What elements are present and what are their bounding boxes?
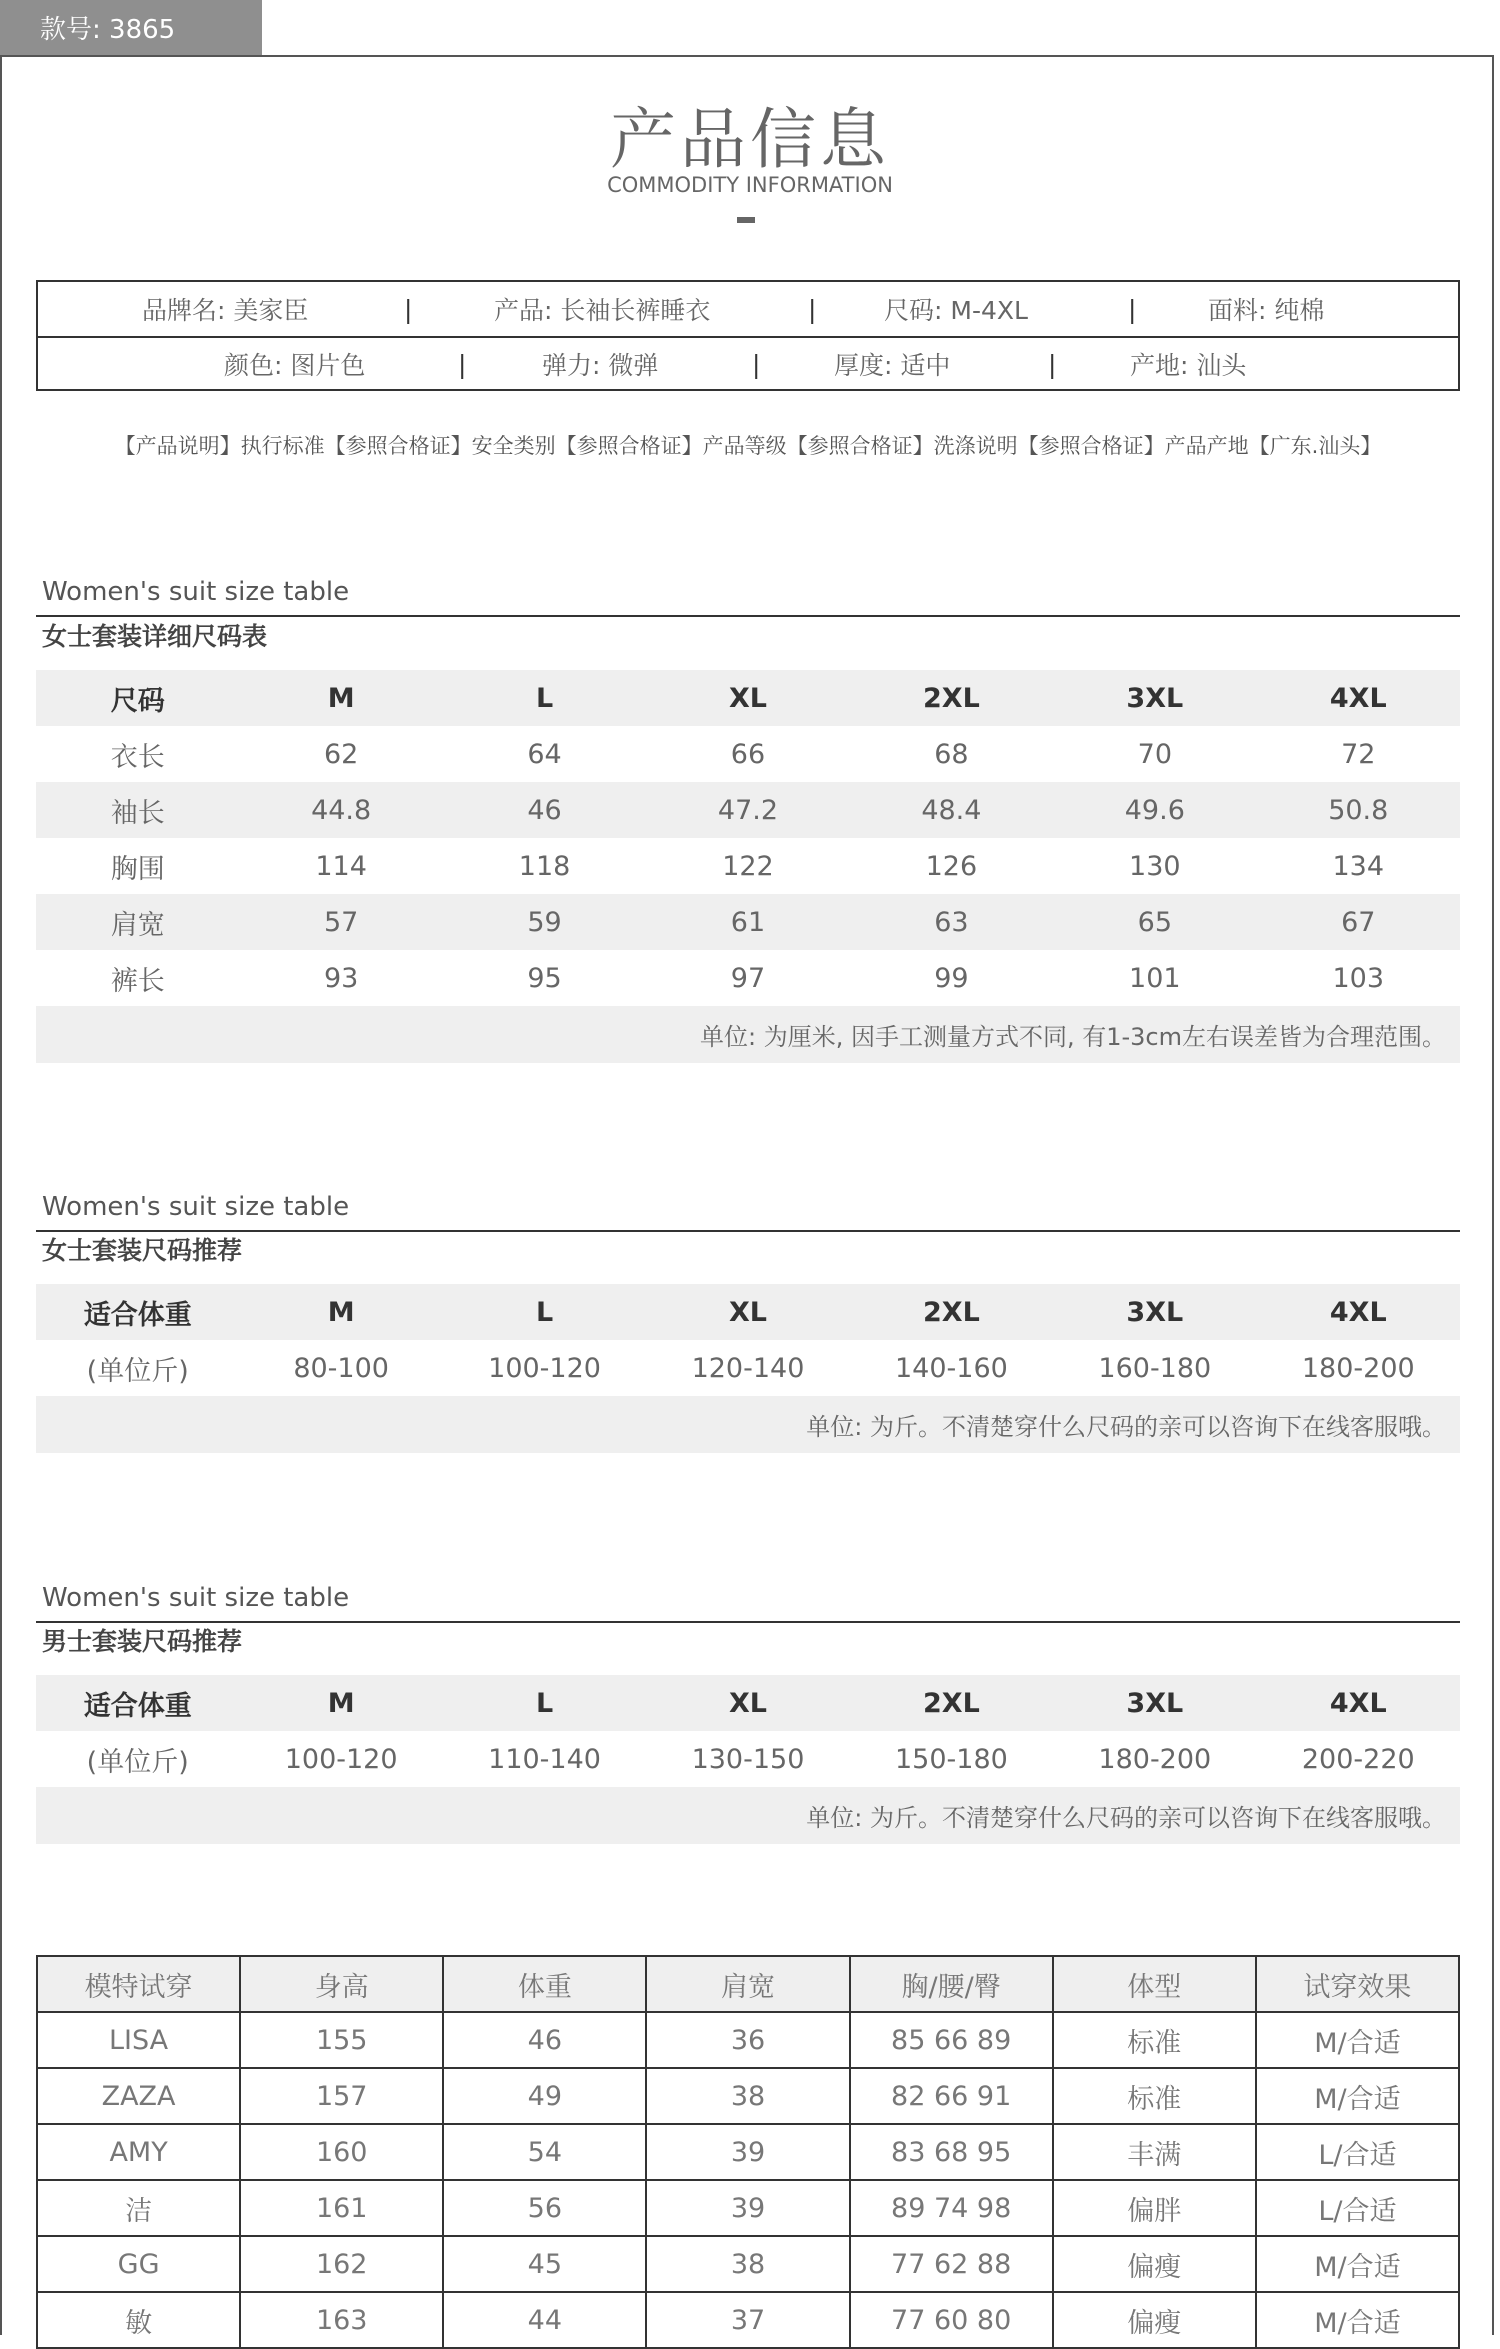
table-cell: 114 [315,850,367,882]
row-label: 袖长 [36,782,239,838]
header-cell: 3XL [1053,1675,1256,1731]
table-cell: M/合适 [1256,2012,1459,2068]
header-cell: 2XL [850,670,1053,726]
table-cell: 67 [1257,894,1460,950]
unit-note: 单位: 为斤。不清楚穿什么尺码的亲可以咨询下在线客服哦。 [36,1787,1460,1844]
info-separator: | [808,294,817,324]
table-cell: 126 [925,850,978,882]
table-cell: 160 [240,2124,443,2180]
table-header-row [37,1956,1459,2012]
table-cell: 38 [646,2236,849,2292]
table-cell: 85 66 89 [850,2012,1053,2068]
table-cell: 标准 [1053,2068,1256,2124]
table-note-row [36,1787,1460,1844]
info-separator: | [458,349,467,379]
table-cell: 122 [722,850,774,882]
table-cell: 37 [646,2292,849,2348]
table-cell: 66 [730,738,766,770]
men-size-recommendation-table [36,1675,1460,1844]
header-cell: L [443,1284,646,1340]
table-cell: 162 [240,2236,443,2292]
table-cell: 偏瘦 [1053,2292,1256,2348]
table-cell: 180-200 [1098,1743,1212,1775]
header-cell: 肩宽 [646,1956,849,2012]
table-cell: 161 [240,2180,443,2236]
table-cell: 50.8 [1257,782,1460,838]
table-cell: 97 [730,962,766,994]
table-header-row [36,1675,1460,1731]
table-cell: 89 74 98 [850,2180,1053,2236]
table-cell: 45 [443,2236,646,2292]
table-cell: 155 [240,2012,443,2068]
table-note-row [36,1396,1460,1453]
page-subtitle: COMMODITY INFORMATION [607,173,893,197]
table-cell: 68 [934,738,969,770]
header-cell: 适合体重 [36,1675,239,1731]
info-size: 尺码: M-4XL [884,296,1028,325]
table-cell: 65 [1053,894,1256,950]
section2-english-title: Women's suit size table [42,1192,350,1222]
table-row [36,1731,1460,1787]
table-cell: L/合适 [1256,2180,1459,2236]
model-name: LISA [37,2012,240,2068]
table-cell: 48.4 [850,782,1053,838]
row-label: 衣长 [110,741,165,773]
table-cell: 157 [240,2068,443,2124]
table-cell: 110-140 [488,1743,601,1775]
header-cell: 适合体重 [36,1284,239,1340]
table-cell: 99 [934,962,969,994]
table-cell: 偏胖 [1053,2180,1256,2236]
header-cell: 4XL [1257,1284,1460,1340]
table-cell: M/合适 [1256,2068,1459,2124]
section2-rule [36,1230,1460,1232]
table-cell: 38 [646,2068,849,2124]
header-cell: 体重 [443,1956,646,2012]
table-cell: 130 [1129,850,1181,882]
table-cell: 72 [1341,738,1376,770]
section3-english-title: Women's suit size table [42,1583,350,1613]
header-cell: 试穿效果 [1256,1956,1459,2012]
table-row [37,2292,1459,2348]
header-cell: L [443,670,646,726]
table-row [36,838,1460,894]
table-header-row [36,1284,1460,1340]
section3-chinese-title: 男士套装尺码推荐 [42,1627,243,1656]
model-name: 敏 [37,2292,240,2348]
info-separator: | [1128,294,1137,324]
info-row-2 [38,337,1458,391]
table-cell: 118 [518,850,571,882]
table-cell: 80-100 [293,1352,389,1384]
info-separator: | [1048,349,1057,379]
table-cell: 47.2 [646,782,849,838]
table-cell: 63 [850,894,1053,950]
table-cell: 200-220 [1301,1743,1415,1775]
table-cell: 93 [323,962,359,994]
model-name: ZAZA [37,2068,240,2124]
header-cell: 模特试穿 [37,1956,240,2012]
table-row [36,726,1460,782]
row-label: (单位斤) [86,1746,189,1778]
header-cell: 4XL [1257,1675,1460,1731]
header-cell: 尺码 [36,670,239,726]
info-color: 颜色: 图片色 [224,351,366,380]
table-cell: 77 62 88 [850,2236,1053,2292]
table-cell: 49.6 [1053,782,1256,838]
info-fabric: 面料: 纯棉 [1208,296,1325,325]
table-cell: 偏瘦 [1053,2236,1256,2292]
info-origin: 产地: 汕头 [1130,351,1247,380]
table-cell: 46 [443,782,646,838]
row-label: 裤长 [110,965,165,997]
section2-chinese-title: 女士套装尺码推荐 [42,1236,243,1265]
table-cell: 44 [443,2292,646,2348]
unit-note: 单位: 为厘米, 因手工测量方式不同, 有1-3cm左右误差皆为合理范围。 [36,1006,1460,1063]
table-cell: 62 [323,738,359,770]
unit-note: 单位: 为斤。不清楚穿什么尺码的亲可以咨询下在线客服哦。 [36,1396,1460,1453]
product-info-box [36,280,1460,391]
header-cell: 3XL [1053,670,1256,726]
model-name: AMY [37,2124,240,2180]
table-row [37,2236,1459,2292]
table-cell: L/合适 [1256,2124,1459,2180]
info-separator: | [404,294,413,324]
product-description: 【产品说明】执行标准【参照合格证】安全类别【参照合格证】产品等级【参照合格证】洗涤说明【参照合格证】产品产地【广东.汕头】 [114,434,1382,458]
section1-rule [36,615,1460,617]
section1-english-title: Women's suit size table [42,577,350,607]
table-cell: 丰满 [1053,2124,1256,2180]
table-cell: 130-150 [691,1743,805,1775]
info-product: 产品: 长袖长裤睡衣 [494,296,711,325]
section1-chinese-title: 女士套装详细尺码表 [42,622,268,651]
table-cell: 100-120 [284,1743,398,1775]
info-brand: 品牌名: 美家臣 [142,296,309,325]
header-cell: 身高 [240,1956,443,2012]
model-name: 洁 [37,2180,240,2236]
table-cell: 101 [1129,962,1181,994]
table-cell: 49 [443,2068,646,2124]
women-detail-size-table [36,670,1460,1063]
table-cell: 59 [443,894,646,950]
table-cell: 134 [1332,850,1385,882]
table-row [36,782,1460,838]
header-cell: 2XL [850,1675,1053,1731]
row-label: (单位斤) [86,1355,189,1387]
table-header-row [36,670,1460,726]
style-number-text: 款号: 3865 [40,15,176,45]
table-cell: 82 66 91 [850,2068,1053,2124]
table-cell: 140-160 [894,1352,1008,1384]
table-cell: 163 [240,2292,443,2348]
header-cell: 3XL [1053,1284,1256,1340]
header-cell: M [239,1675,442,1731]
header-cell: 4XL [1257,670,1460,726]
table-row [37,2012,1459,2068]
style-number-tag [0,0,262,55]
table-cell: 39 [646,2180,849,2236]
header-cell: L [443,1675,646,1731]
table-cell: 77 60 80 [850,2292,1053,2348]
header-cell: XL [646,1284,849,1340]
info-elasticity: 弹力: 微弹 [542,351,659,380]
row-label: 胸围 [110,853,165,885]
info-thickness: 厚度: 适中 [834,351,951,380]
header-cell: 胸/腰/臀 [850,1956,1053,2012]
table-cell: 36 [646,2012,849,2068]
header-cell: XL [646,1675,849,1731]
model-fitting-table [36,1955,1460,2349]
header-cell: M [239,1284,442,1340]
table-cell: 83 68 95 [850,2124,1053,2180]
model-name: GG [37,2236,240,2292]
header-cell: 体型 [1053,1956,1256,2012]
title-dash [737,217,755,223]
table-cell: 64 [527,738,562,770]
page-title: 产品信息 [610,101,890,178]
info-row-1 [38,282,1458,338]
section3-rule [36,1621,1460,1623]
table-row [36,1340,1460,1396]
header-cell: M [239,670,442,726]
info-separator: | [752,349,761,379]
table-cell: 46 [443,2012,646,2068]
table-row [37,2180,1459,2236]
table-cell: 44.8 [239,782,442,838]
table-cell: 70 [1137,738,1172,770]
table-cell: 56 [443,2180,646,2236]
table-cell: 95 [527,962,562,994]
table-cell: 180-200 [1301,1352,1415,1384]
table-cell: 标准 [1053,2012,1256,2068]
table-row [36,950,1460,1006]
table-cell: 120-140 [691,1352,805,1384]
header-cell: XL [646,670,849,726]
header-cell: 2XL [850,1284,1053,1340]
table-note-row [36,1006,1460,1063]
table-cell: 61 [646,894,849,950]
table-cell: 54 [443,2124,646,2180]
table-cell: M/合适 [1256,2236,1459,2292]
row-label: 肩宽 [36,894,239,950]
table-cell: 103 [1332,962,1385,994]
table-row [37,2068,1459,2124]
table-cell: 150-180 [894,1743,1008,1775]
table-cell: 100-120 [488,1352,601,1384]
women-size-recommendation-table [36,1284,1460,1453]
table-row [37,2124,1459,2180]
table-cell: 57 [239,894,442,950]
table-cell: 160-180 [1098,1352,1212,1384]
table-row [36,894,1460,950]
table-cell: 39 [646,2124,849,2180]
table-cell: M/合适 [1256,2292,1459,2348]
